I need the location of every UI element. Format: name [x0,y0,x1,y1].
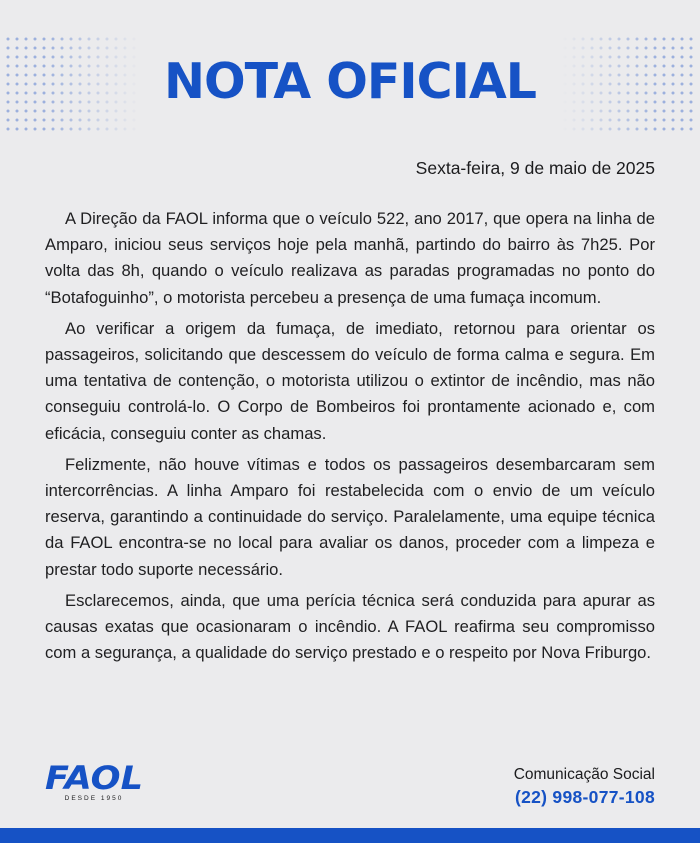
contact-block [514,765,655,809]
department-label: Comunicação Social [513,766,655,783]
statement-body [45,206,655,671]
publication-date: Sexta-feira, 9 de maio de 2025 [415,158,655,178]
phone-number[interactable]: (22) 998-077-108 [514,787,655,807]
paragraph: A Direção da FAOL informa que o veículo 522, ano 2017, que opera na linha de Amparo, iniciou seus serviços hoje pela manhã, partindo do bairro às 7h25. Por volta das 8h, quando o veículo realizava as paradas programadas no ponto do “Botafoguinho”, o motorista percebeu a presença de uma fumaça incomum. [45,209,655,307]
page-title: NOTA OFICIAL [164,53,536,110]
faol-logo [45,762,145,802]
logo-tagline: DESDE 1950 [64,795,124,802]
faol-logo-wordmark [45,762,143,792]
paragraph: Felizmente, não houve vítimas e todos os passageiros desembarcaram sem intercorrências. A linha Amparo foi restabelecida com o envio de um veículo reserva, garantindo a continuidade do serviço. Paralelamente, uma equipe técnica da FAOL encontra-se no local para avaliar os danos, proceder com a limpeza e prestar todo suporte necessário. [45,454,655,579]
footer-bar [0,828,700,843]
paragraph: Ao verificar a origem da fumaça, de imediato, retornou para orientar os passageiros, solicitando que descessem do veículo de forma calma e segura. Em uma tentativa de contenção, o motorista utilizou o extintor de incêndio, mas não conseguiu controlá-lo. O Corpo de Bombeiros foi prontamente acionado e, com eficácia, conseguiu conter as chamas. [45,318,655,443]
logo-text: FAOL [45,762,143,792]
paragraph: Esclarecemos, ainda, que uma perícia técnica será conduzida para apurar as causas exatas que ocasionaram o incêndio. A FAOL reafirma seu compromisso com a segurança, a qualidade do serviço prestado e o respeito por Nova Friburgo. [45,590,655,663]
